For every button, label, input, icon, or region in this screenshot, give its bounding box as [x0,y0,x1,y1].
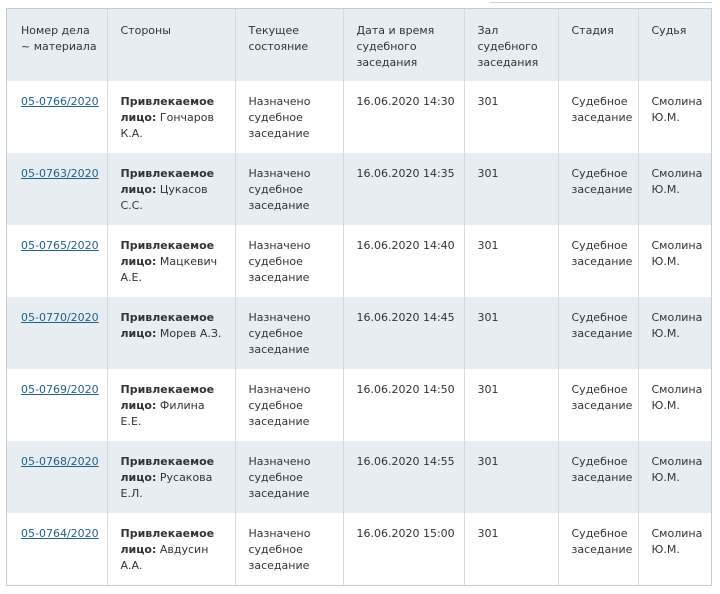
courtroom-text: 301 [477,383,499,396]
page-top-divider [490,0,712,3]
hearing-datetime-text: 16.06.2020 14:30 [356,95,455,108]
party-name: Русакова Е.Л. [120,471,213,500]
table-row [7,297,712,369]
parties-cell [107,369,235,441]
case-number-link[interactable]: 05-0768/2020 [21,455,99,468]
courtroom-text: 301 [477,527,499,540]
judge-cell [638,153,712,225]
current-state-cell [235,441,343,513]
parties-cell [107,513,235,585]
column-header-parties: Стороны [107,9,235,81]
judge-text: Смолина Ю.М. [651,95,703,124]
case-number-cell [7,225,107,297]
column-header-hearing-datetime: Дата и время судебного заседания [343,9,464,81]
party-role-label: Привлекаемое лицо: [120,527,215,556]
stage-text: Судебное заседание [571,383,633,412]
courtroom-cell [464,513,558,585]
current-state-text: Назначено судебное заседание [248,527,311,572]
table-row [7,153,712,225]
column-header-courtroom: Зал судебного заседания [464,9,558,81]
party-name: Цукасов С.С. [120,183,208,212]
party-role-label: Привлекаемое лицо: [120,455,215,484]
hearing-datetime-cell [343,513,464,585]
courtroom-text: 301 [477,455,499,468]
column-header-current-state: Текущее состояние [235,9,343,81]
stage-text: Судебное заседание [571,311,633,340]
party-name: Авдусин А.А. [120,543,209,572]
stage-cell [558,81,638,153]
case-number-link[interactable]: 05-0765/2020 [21,239,99,252]
current-state-text: Назначено судебное заседание [248,239,311,284]
column-header-case-number[interactable]: Номер дела ~ материала [7,9,107,81]
judge-text: Смолина Ю.М. [651,167,703,196]
courtroom-cell [464,153,558,225]
table-row [7,81,712,153]
court-cases-table-container [6,8,712,586]
current-state-text: Назначено судебное заседание [248,311,311,356]
hearing-datetime-cell [343,369,464,441]
case-number-cell [7,153,107,225]
party-role-label: Привлекаемое лицо: [120,167,215,196]
parties-cell [107,81,235,153]
table-header [7,9,712,81]
party-role-label: Привлекаемое лицо: [120,311,215,340]
hearing-datetime-cell [343,81,464,153]
hearing-datetime-text: 16.06.2020 14:35 [356,167,455,180]
stage-cell [558,297,638,369]
courtroom-text: 301 [477,311,499,324]
hearing-datetime-cell [343,297,464,369]
case-number-link[interactable]: 05-0764/2020 [21,527,99,540]
case-number-link[interactable]: 05-0766/2020 [21,95,99,108]
table-row [7,441,712,513]
hearing-datetime-cell [343,153,464,225]
parties-cell [107,297,235,369]
judge-cell [638,81,712,153]
judge-text: Смолина Ю.М. [651,383,703,412]
judge-cell [638,297,712,369]
current-state-cell [235,297,343,369]
hearing-datetime-text: 16.06.2020 14:45 [356,311,455,324]
current-state-cell [235,225,343,297]
judge-text: Смолина Ю.М. [651,527,703,556]
table-row [7,225,712,297]
party-name: Морев А.З. [159,327,222,340]
current-state-cell [235,153,343,225]
stage-text: Судебное заседание [571,239,633,268]
hearing-datetime-text: 16.06.2020 14:40 [356,239,455,252]
hearing-datetime-text: 16.06.2020 14:55 [356,455,455,468]
hearing-datetime-text: 16.06.2020 14:50 [356,383,455,396]
table-row [7,369,712,441]
judge-text: Смолина Ю.М. [651,239,703,268]
stage-cell [558,153,638,225]
current-state-text: Назначено судебное заседание [248,167,311,212]
hearing-datetime-text: 16.06.2020 15:00 [356,527,455,540]
courtroom-text: 301 [477,167,499,180]
party-role-label: Привлекаемое лицо: [120,95,215,124]
case-number-cell [7,441,107,513]
party-role-label: Привлекаемое лицо: [120,239,215,268]
courtroom-cell [464,441,558,513]
current-state-cell [235,369,343,441]
party-name: Филина Е.Е. [120,399,205,428]
parties-cell [107,225,235,297]
courtroom-cell [464,81,558,153]
stage-text: Судебное заседание [571,455,633,484]
courtroom-cell [464,369,558,441]
stage-text: Судебное заседание [571,527,633,556]
case-number-link[interactable]: 05-0763/2020 [21,167,99,180]
courtroom-text: 301 [477,95,499,108]
judge-cell [638,513,712,585]
case-number-link[interactable]: 05-0770/2020 [21,311,99,324]
hearing-datetime-cell [343,441,464,513]
judge-cell [638,369,712,441]
case-number-cell [7,513,107,585]
stage-cell [558,441,638,513]
judge-cell [638,225,712,297]
current-state-cell [235,81,343,153]
current-state-text: Назначено судебное заседание [248,383,311,428]
judge-cell [638,441,712,513]
court-cases-table [7,9,712,585]
courtroom-cell [464,297,558,369]
hearing-datetime-cell [343,225,464,297]
courtroom-cell [464,225,558,297]
column-header-stage: Стадия [558,9,638,81]
parties-cell [107,441,235,513]
current-state-cell [235,513,343,585]
column-header-judge: Судья [638,9,712,81]
party-role-label: Привлекаемое лицо: [120,383,215,412]
stage-cell [558,369,638,441]
case-number-cell [7,369,107,441]
courtroom-text: 301 [477,239,499,252]
current-state-text: Назначено судебное заседание [248,455,311,500]
judge-text: Смолина Ю.М. [651,311,703,340]
case-number-cell [7,81,107,153]
case-number-link[interactable]: 05-0769/2020 [21,383,99,396]
party-name: Мацкевич А.Е. [120,255,218,284]
case-number-cell [7,297,107,369]
stage-cell [558,513,638,585]
stage-text: Судебное заседание [571,167,633,196]
judge-text: Смолина Ю.М. [651,455,703,484]
party-name: Гончаров К.А. [120,111,214,140]
table-body [7,81,712,585]
table-header-row [7,9,712,81]
stage-text: Судебное заседание [571,95,633,124]
current-state-text: Назначено судебное заседание [248,95,311,140]
table-row [7,513,712,585]
parties-cell [107,153,235,225]
stage-cell [558,225,638,297]
